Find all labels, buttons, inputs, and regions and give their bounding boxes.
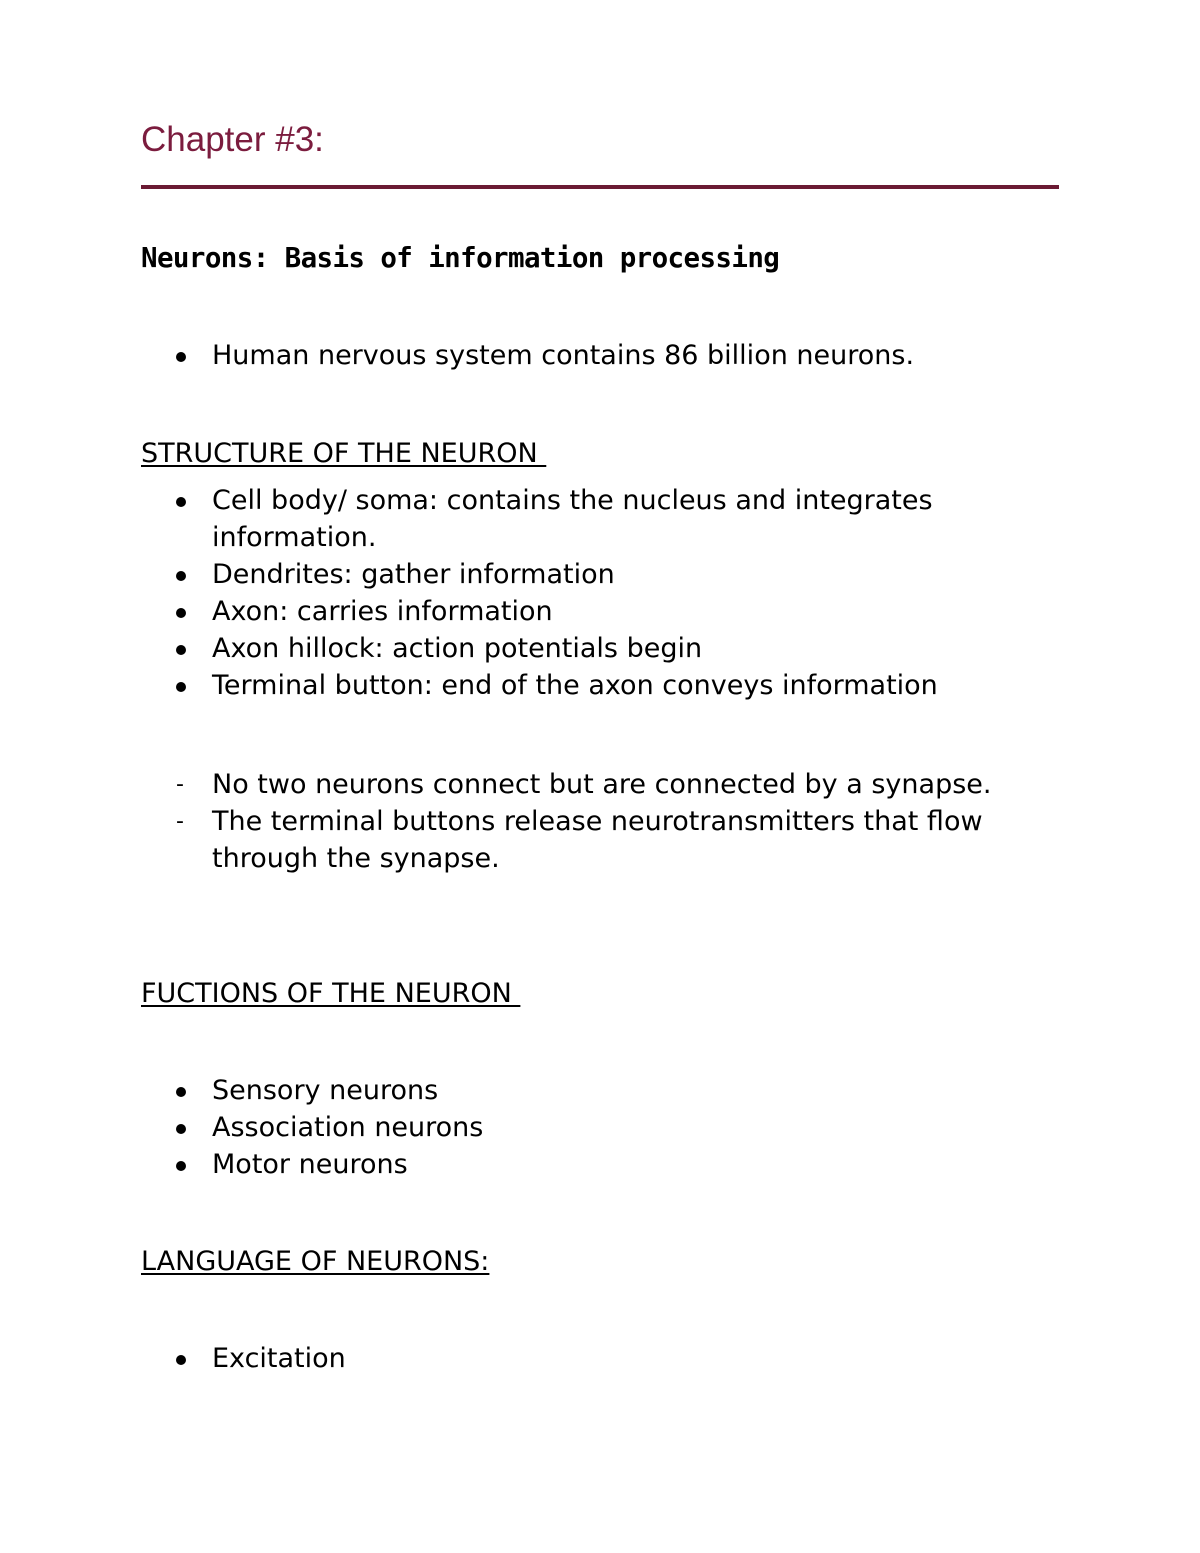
- bullet-icon: [176, 1124, 186, 1134]
- structure-heading: STRUCTURE OF THE NEURON: [141, 438, 547, 469]
- bullet-icon: [176, 1355, 186, 1365]
- language-list: [0, 1340, 1200, 1377]
- list-item: Axon: carries information: [0, 593, 1200, 630]
- bullet-icon: [176, 682, 186, 692]
- dash-icon: -: [176, 772, 184, 797]
- list-item: Excitation: [0, 1340, 1200, 1377]
- functions-heading: FUCTIONS OF THE NEURON: [141, 978, 521, 1009]
- list-item: Human nervous system contains 86 billion neurons.: [0, 337, 1200, 374]
- list-item: - The terminal buttons release neurotransmitters that flow through the synapse.: [0, 803, 1200, 877]
- list-item: Terminal button: end of the axon conveys information: [0, 667, 1200, 704]
- title-divider: [141, 185, 1059, 189]
- structure-list: [0, 482, 1200, 704]
- intro-heading: Neurons: Basis of information processing: [141, 242, 780, 274]
- synapse-notes-list: [0, 766, 1200, 877]
- bullet-icon: [176, 608, 186, 618]
- list-item: Cell body/ soma: contains the nucleus and integrates information.: [0, 482, 1200, 556]
- list-item: Motor neurons: [0, 1146, 1200, 1183]
- dash-icon: -: [176, 809, 184, 834]
- list-item: Axon hillock: action potentials begin: [0, 630, 1200, 667]
- functions-list: [0, 1072, 1200, 1183]
- language-heading: LANGUAGE OF NEURONS:: [141, 1246, 490, 1277]
- bullet-icon: [176, 1161, 186, 1171]
- list-item: - No two neurons connect but are connected by a synapse.: [0, 766, 1200, 803]
- bullet-icon: [176, 645, 186, 655]
- bullet-icon: [176, 352, 186, 362]
- list-item: Sensory neurons: [0, 1072, 1200, 1109]
- list-item: Dendrites: gather information: [0, 556, 1200, 593]
- bullet-icon: [176, 497, 186, 507]
- intro-list: [0, 337, 1200, 374]
- chapter-title: Chapter #3:: [141, 120, 324, 159]
- bullet-icon: [176, 571, 186, 581]
- bullet-icon: [176, 1087, 186, 1097]
- list-item: Association neurons: [0, 1109, 1200, 1146]
